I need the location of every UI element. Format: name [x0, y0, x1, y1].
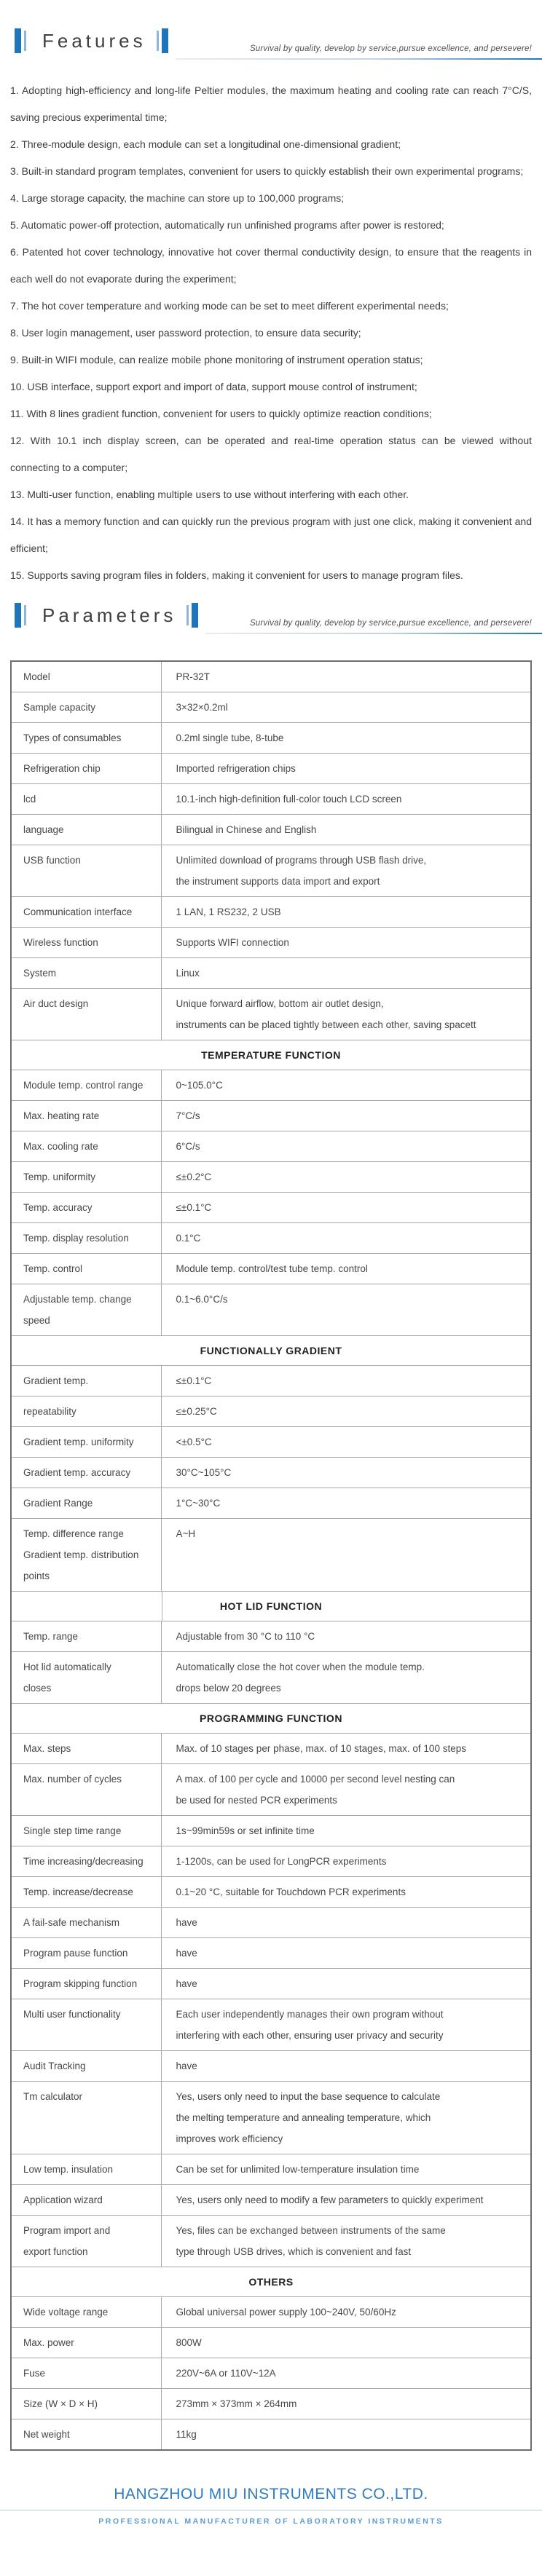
spec-label-cell: Multi user functionality [11, 1999, 161, 2051]
spec-value-cell: ≤±0.2°C [161, 1162, 531, 1193]
spec-row [11, 1101, 531, 1131]
features-tagline: Survival by quality, develop by service,pursue excellence, and persevere! [249, 44, 532, 53]
spec-value-cell: Max. of 10 stages per phase, max. of 10 stages, max. of 100 steps [161, 1734, 531, 1764]
accent-bars-right [186, 596, 198, 634]
table-section-title: OTHERS [11, 2267, 531, 2297]
spec-label-cell: Program import and export function [11, 2216, 161, 2267]
spec-label-cell: language [11, 815, 161, 845]
spec-value-cell: PR-32T [161, 661, 531, 692]
spec-value-cell: Supports WIFI connection [161, 928, 531, 958]
spec-label-cell: Adjustable temp. change speed [11, 1284, 161, 1336]
spec-value-cell: Global universal power supply 100~240V, 50/60Hz [161, 2297, 531, 2328]
feature-item: 11. With 8 lines gradient function, convenient for users to quickly optimize reaction conditions; [10, 408, 432, 419]
spec-row [11, 1519, 531, 1592]
spec-value-cell: 273mm × 373mm × 264mm [161, 2389, 531, 2419]
feature-item: 1. Adopting high-efficiency and long-life Peltier modules, the maximum heating and cooling rate can reach 7°C/S, saving precious experimental time; [10, 84, 532, 123]
spec-value-cell: 6°C/s [161, 1131, 531, 1162]
spec-label-cell: Sample capacity [11, 692, 161, 723]
spec-row [11, 2154, 531, 2185]
spec-label-cell: Temp. control [11, 1254, 161, 1284]
table-section-title: PROGRAMMING FUNCTION [11, 1704, 531, 1734]
spec-label-cell: Gradient Range [11, 1488, 161, 1519]
feature-item: 4. Large storage capacity, the machine can store up to 100,000 programs; [10, 192, 345, 204]
spec-value-cell: have [161, 1908, 531, 1938]
spec-row [11, 2419, 531, 2451]
spec-label-cell: Max. heating rate [11, 1101, 161, 1131]
spec-row [11, 692, 531, 723]
spec-row [11, 2185, 531, 2216]
feature-item: 10. USB interface, support export and import of data, support mouse control of instrument; [10, 381, 417, 392]
feature-item: 6. Patented hot cover technology, innovative hot cover thermal conductivity design, to ensure that the reagents in each well do not evaporate during the experiment; [10, 246, 532, 285]
accent-bars-right [157, 22, 168, 60]
table-section-title: TEMPERATURE FUNCTION [11, 1040, 531, 1070]
spec-row [11, 1193, 531, 1223]
spec-row [11, 1427, 531, 1458]
accent-bars-left [15, 596, 26, 634]
feature-item: 14. It has a memory function and can quickly run the previous program with just one click, making it convenient and efficient; [10, 515, 532, 554]
spec-value-cell: 7°C/s [161, 1101, 531, 1131]
spec-row [11, 1254, 531, 1284]
spec-label-cell: Temp. uniformity [11, 1162, 161, 1193]
spec-label-cell: Net weight [11, 2419, 161, 2451]
accent-bar-thick [15, 603, 21, 628]
spec-row [11, 1908, 531, 1938]
spec-row [11, 1488, 531, 1519]
spec-label-cell: Temp. difference range Gradient temp. distribution points [11, 1519, 161, 1592]
spec-value-cell: 0.2ml single tube, 8-tube [161, 723, 531, 754]
footer-subtitle: PROFESSIONAL MANUFACTURER OF LABORATORY INSTRUMENTS [98, 2517, 444, 2526]
spec-value-cell: 3×32×0.2ml [161, 692, 531, 723]
spec-row [11, 1816, 531, 1846]
spec-row [11, 1284, 531, 1336]
spec-value-cell: have [161, 1969, 531, 1999]
spec-label-cell: Wireless function [11, 928, 161, 958]
accent-bar-thin [24, 31, 26, 51]
spec-value-cell: Linux [161, 958, 531, 989]
features-title: Features [42, 29, 146, 52]
spec-value-cell: A~H [161, 1519, 531, 1592]
parameters-section [0, 596, 542, 2451]
spec-value-cell: ≤±0.25°C [161, 1396, 531, 1427]
spec-row [11, 845, 531, 897]
spec-row [11, 1877, 531, 1908]
spec-label-cell: System [11, 958, 161, 989]
spec-row [11, 2051, 531, 2082]
spec-value-cell: Unlimited download of programs through USB flash drive, the instrument supports data import and export [161, 845, 531, 897]
spec-value-cell: 0.1°C [161, 1223, 531, 1254]
spec-row [11, 2389, 531, 2419]
spec-row [11, 928, 531, 958]
spec-row [11, 1734, 531, 1764]
spec-row [11, 754, 531, 784]
spec-label-cell: Temp. range [11, 1621, 161, 1652]
spec-label-cell: Program skipping function [11, 1969, 161, 1999]
spec-label-cell: Gradient temp. accuracy [11, 1458, 161, 1488]
parameters-tagline: Survival by quality, develop by service,pursue excellence, and persevere! [249, 619, 532, 628]
spec-value-cell: have [161, 2051, 531, 2082]
gradient-divider [176, 58, 542, 60]
spec-row [11, 1621, 531, 1652]
spec-value-cell: Yes, users only need to input the base sequence to calculate the melting temperature and annealing temperature, which improves work efficiency [161, 2082, 531, 2154]
spec-label-cell: Hot lid automatically closes [11, 1652, 161, 1704]
spec-label-cell: Audit Tracking [11, 2051, 161, 2082]
accent-bars-left [15, 22, 26, 60]
spec-row [11, 1764, 531, 1816]
spec-value-cell: 10.1-inch high-definition full-color touch LCD screen [161, 784, 531, 815]
spec-row [11, 2216, 531, 2267]
spec-label-cell: Module temp. control range [11, 1070, 161, 1101]
spec-label-cell: Temp. display resolution [11, 1223, 161, 1254]
spec-row [11, 2297, 531, 2328]
spec-value-cell: Module temp. control/test tube temp. control [161, 1254, 531, 1284]
spec-label-cell: A fail-safe mechanism [11, 1908, 161, 1938]
spec-value-cell: 800W [161, 2328, 531, 2358]
feature-item: 8. User login management, user password protection, to ensure data security; [10, 327, 361, 339]
table-section-title: HOT LID FUNCTION [11, 1592, 531, 1621]
accent-bar-thick [15, 28, 21, 53]
spec-label-cell: Single step time range [11, 1816, 161, 1846]
parameters-title: Parameters [42, 604, 177, 626]
spec-row [11, 1969, 531, 1999]
spec-row [11, 784, 531, 815]
spec-label-cell: Fuse [11, 2358, 161, 2389]
spec-value-cell: Can be set for unlimited low-temperature insulation time [161, 2154, 531, 2185]
spec-row [11, 1366, 531, 1396]
table-section-row [11, 1592, 531, 1621]
spec-value-cell: 1s~99min59s or set infinite time [161, 1816, 531, 1846]
spec-value-cell: 220V~6A or 110V~12A [161, 2358, 531, 2389]
accent-bar-thick [192, 603, 198, 628]
spec-label-cell: Air duct design [11, 989, 161, 1040]
spec-label-cell: lcd [11, 784, 161, 815]
spec-value-cell: A max. of 100 per cycle and 10000 per second level nesting can be used for nested PCR experiments [161, 1764, 531, 1816]
spec-row [11, 1070, 531, 1101]
spec-value-cell: 0~105.0°C [161, 1070, 531, 1101]
spec-value-cell: Yes, files can be exchanged between instruments of the same type through USB drives, which is convenient and fast [161, 2216, 531, 2267]
parameters-table [10, 660, 532, 2451]
spec-label-cell: Tm calculator [11, 2082, 161, 2154]
parameters-header [15, 596, 542, 634]
spec-label-cell: Temp. increase/decrease [11, 1877, 161, 1908]
spec-row [11, 897, 531, 928]
spec-value-cell: Automatically close the hot cover when the module temp. drops below 20 degrees [161, 1652, 531, 1704]
spec-row [11, 2328, 531, 2358]
spec-value-cell: Each user independently manages their own program without interfering with each other, ensuring user privacy and security [161, 1999, 531, 2051]
table-section-title: FUNCTIONALLY GRADIENT [11, 1336, 531, 1366]
spec-value-cell: 0.1~20 °C, suitable for Touchdown PCR experiments [161, 1877, 531, 1908]
spec-value-cell: Unique forward airflow, bottom air outlet design, instruments can be placed tightly between each other, saving spacett [161, 989, 531, 1040]
spec-label-cell: Types of consumables [11, 723, 161, 754]
spec-label-cell: Time increasing/decreasing [11, 1846, 161, 1877]
feature-item: 7. The hot cover temperature and working mode can be set to meet different experimental needs; [10, 300, 449, 312]
feature-item: 12. With 10.1 inch display screen, can be operated and real-time operation status can be viewed without connecting to a computer; [10, 435, 532, 473]
spec-value-cell: <±0.5°C [161, 1427, 531, 1458]
features-header [15, 22, 542, 60]
spec-label-cell: Gradient temp. uniformity [11, 1427, 161, 1458]
spec-label-cell: Wide voltage range [11, 2297, 161, 2328]
header-right [205, 596, 542, 634]
spec-value-cell: ≤±0.1°C [161, 1193, 531, 1223]
header-right [176, 22, 542, 60]
spec-label-cell: Max. cooling rate [11, 1131, 161, 1162]
spec-label-cell: Max. steps [11, 1734, 161, 1764]
footer [0, 2486, 542, 2559]
spec-value-cell: 11kg [161, 2419, 531, 2451]
spec-value-cell: Bilingual in Chinese and English [161, 815, 531, 845]
spec-row [11, 1162, 531, 1193]
table-section-row [11, 1040, 531, 1070]
parameters-table-wrap [10, 660, 532, 2451]
spec-label-cell: Low temp. insulation [11, 2154, 161, 2185]
spec-value-cell: Yes, users only need to modify a few parameters to quickly experiment [161, 2185, 531, 2216]
spec-row [11, 723, 531, 754]
spec-label-cell: Temp. accuracy [11, 1193, 161, 1223]
accent-bar-thick [162, 28, 168, 53]
spec-label-cell: Model [11, 661, 161, 692]
feature-item: 3. Built-in standard program templates, convenient for users to quickly establish their own experimental programs; [10, 165, 524, 177]
spec-label-cell: Max. power [11, 2328, 161, 2358]
accent-bar-thin [157, 31, 159, 51]
spec-row [11, 1652, 531, 1704]
spec-value-cell: ≤±0.1°C [161, 1366, 531, 1396]
accent-bar-thin [24, 605, 26, 625]
spec-label-cell: Max. number of cycles [11, 1764, 161, 1816]
table-section-row [11, 1704, 531, 1734]
spec-row [11, 815, 531, 845]
features-list [10, 77, 532, 589]
spec-label-cell: Gradient temp. [11, 1366, 161, 1396]
spec-row [11, 989, 531, 1040]
spec-row [11, 2082, 531, 2154]
spec-row [11, 958, 531, 989]
table-section-row [11, 1336, 531, 1366]
spec-label-cell: Size (W × D × H) [11, 2389, 161, 2419]
spec-value-cell: Imported refrigeration chips [161, 754, 531, 784]
spec-value-cell: Adjustable from 30 °C to 110 °C [161, 1621, 531, 1652]
spec-value-cell: 30°C~105°C [161, 1458, 531, 1488]
gradient-divider [205, 633, 542, 634]
feature-item: 9. Built-in WIFI module, can realize mobile phone monitoring of instrument operation status; [10, 354, 423, 366]
feature-item: 5. Automatic power-off protection, automatically run unfinished programs after power is restored; [10, 219, 444, 231]
spec-label-cell: Application wizard [11, 2185, 161, 2216]
parameters-table-body [11, 661, 531, 2450]
spec-value-cell: 1 LAN, 1 RS232, 2 USB [161, 897, 531, 928]
spec-label-cell: USB function [11, 845, 161, 897]
spec-label-cell: repeatability [11, 1396, 161, 1427]
spec-label-cell: Refrigeration chip [11, 754, 161, 784]
spec-row [11, 1938, 531, 1969]
spec-label-cell: Program pause function [11, 1938, 161, 1969]
feature-item: 15. Supports saving program files in folders, making it convenient for users to manage program files. [10, 569, 463, 581]
spec-row [11, 1458, 531, 1488]
features-section [0, 22, 542, 589]
footer-company-name: HANGZHOU MIU INSTRUMENTS CO.,LTD. [114, 2486, 428, 2502]
spec-value-cell: have [161, 1938, 531, 1969]
spec-row [11, 2358, 531, 2389]
spec-row [11, 1396, 531, 1427]
spec-value-cell: 1-1200s, can be used for LongPCR experiments [161, 1846, 531, 1877]
spec-value-cell: 0.1~6.0°C/s [161, 1284, 531, 1336]
spec-row [11, 1846, 531, 1877]
table-section-row [11, 2267, 531, 2297]
accent-bar-thin [186, 605, 189, 625]
spec-row [11, 1131, 531, 1162]
spec-row [11, 1223, 531, 1254]
spec-label-cell: Communication interface [11, 897, 161, 928]
spec-row [11, 661, 531, 692]
feature-item: 13. Multi-user function, enabling multiple users to use without interfering with each other. [10, 489, 409, 500]
feature-item: 2. Three-module design, each module can set a longitudinal one-dimensional gradient; [10, 138, 401, 150]
spec-value-cell: 1°C~30°C [161, 1488, 531, 1519]
spec-row [11, 1999, 531, 2051]
